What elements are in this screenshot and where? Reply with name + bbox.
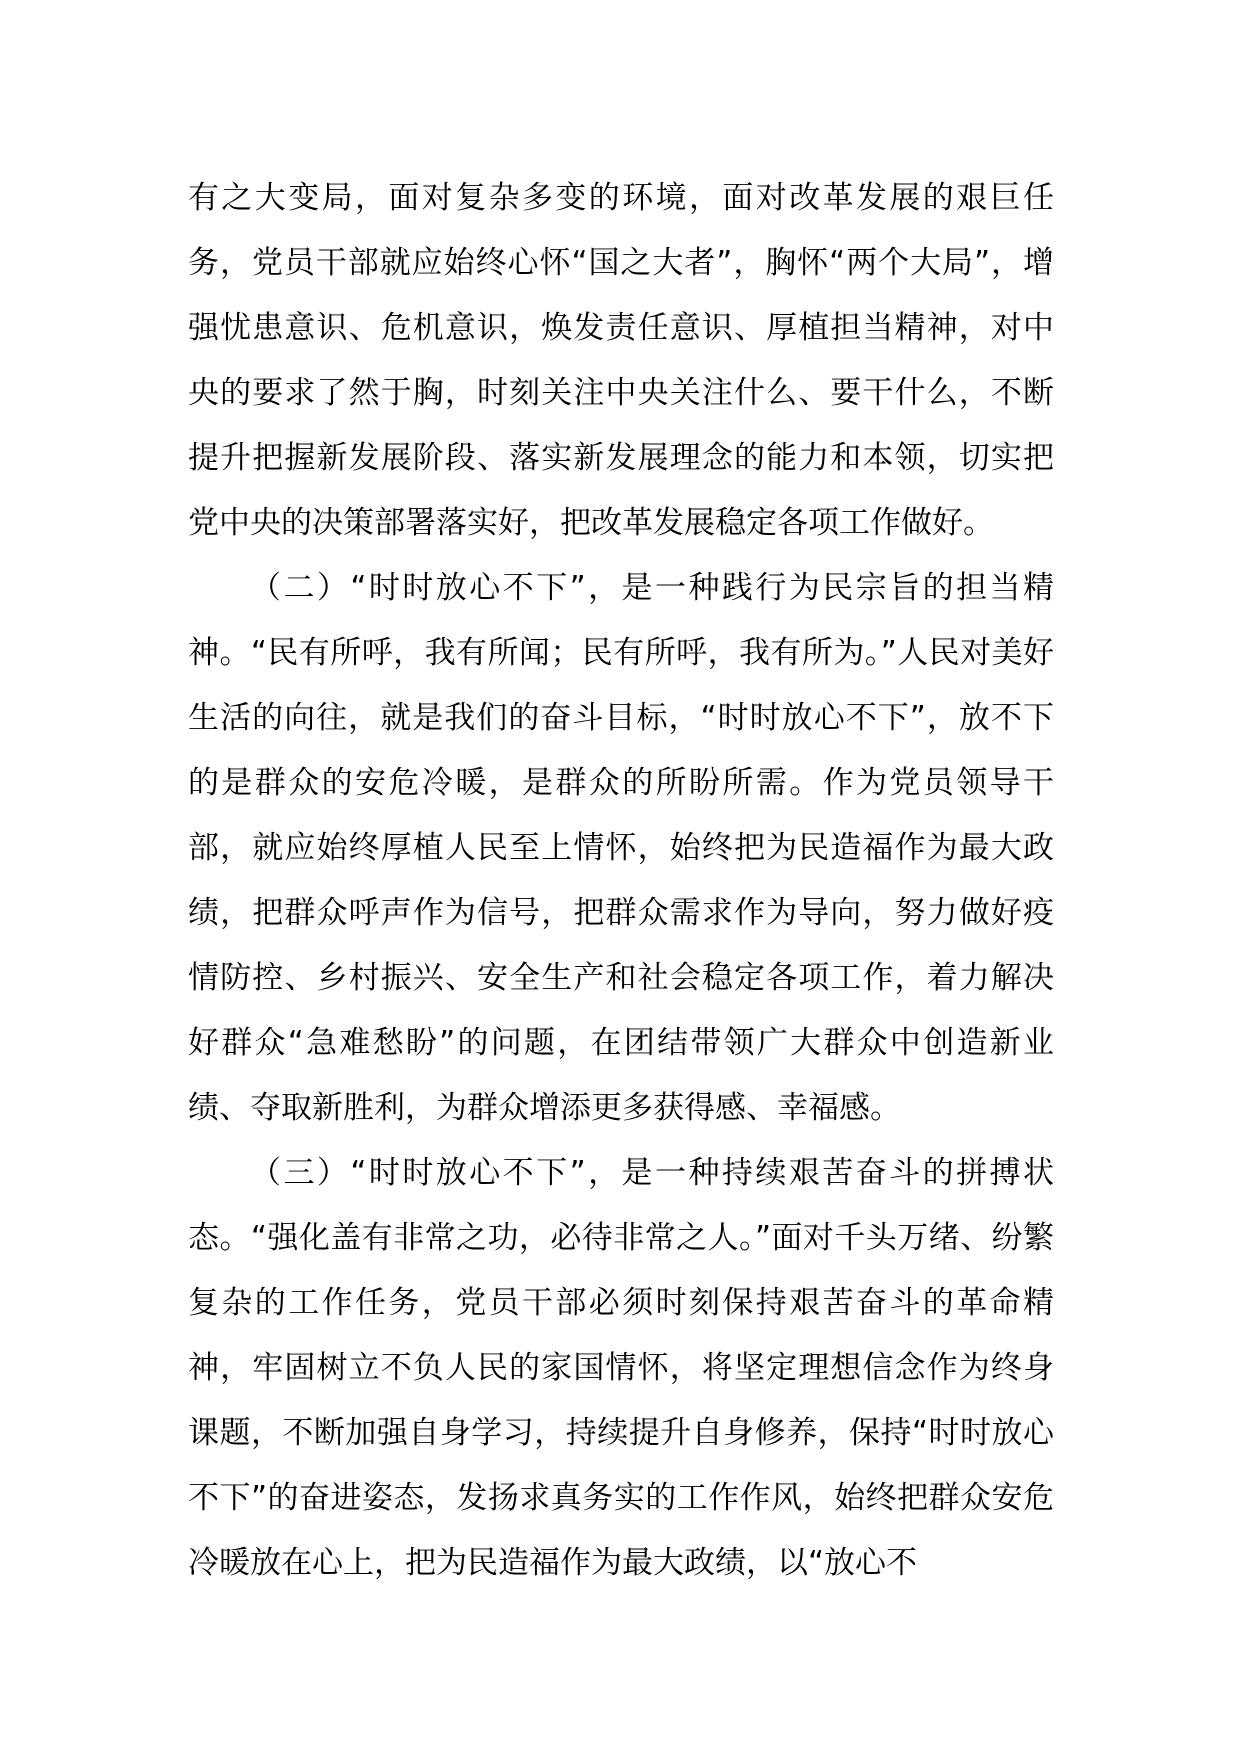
paragraph-2: （二）“时时放心不下”，是一种践行为民宗旨的担当精神。“民有所呼，我有所闻；民有所呼，我有所为。”人民对美好生活的向往，就是我们的奋斗目标，“时时放心不下”，放不下的是群众的安危冷暖，是群众的所盼所需。作为党员领导干部，就应始终厚植人民至上情怀，始终把为民造福作为最大政绩，把群众呼声作为信号，把群众需求作为导向，努力做好疫情防控、乡村振兴、安全生产和社会稳定各项工作，着力解决好群众“急难愁盼”的问题，在团结带领广大群众中创造新业绩、夺取新胜利，为群众增添更多获得感、幸福感。 <box>188 570 1054 1126</box>
paragraph-3: （三）“时时放心不下”，是一种持续艰苦奋斗的拼搏状态。“强化盖有非常之功，必待非常之人。”面对千头万绪、纷繁复杂的工作任务，党员干部必须时刻保持艰苦奋斗的革命精神，牢固树立不负人民的家国情怀，将坚定理想信念作为终身课题，不断加强自身学习，持续提升自身修养，保持“时时放心不下”的奋进姿态，发扬求真务实的工作作风，始终把群众安危冷暖放在心上，把为民造福作为最大政绩，以“放心不 <box>188 1155 1054 1581</box>
document-body <box>188 166 1054 1596</box>
paragraph-1: 有之大变局，面对复杂多变的环境，面对改革发展的艰巨任务，党员干部就应始终心怀“国之大者”，胸怀“两个大局”，增强忧患意识、危机意识，焕发责任意识、厚植担当精神，对中央的要求了然于胸，时刻关注中央关注什么、要干什么，不断提升把握新发展阶段、落实新发展理念的能力和本领，切实把党中央的决策部署落实好，把改革发展稳定各项工作做好。 <box>188 180 1054 541</box>
